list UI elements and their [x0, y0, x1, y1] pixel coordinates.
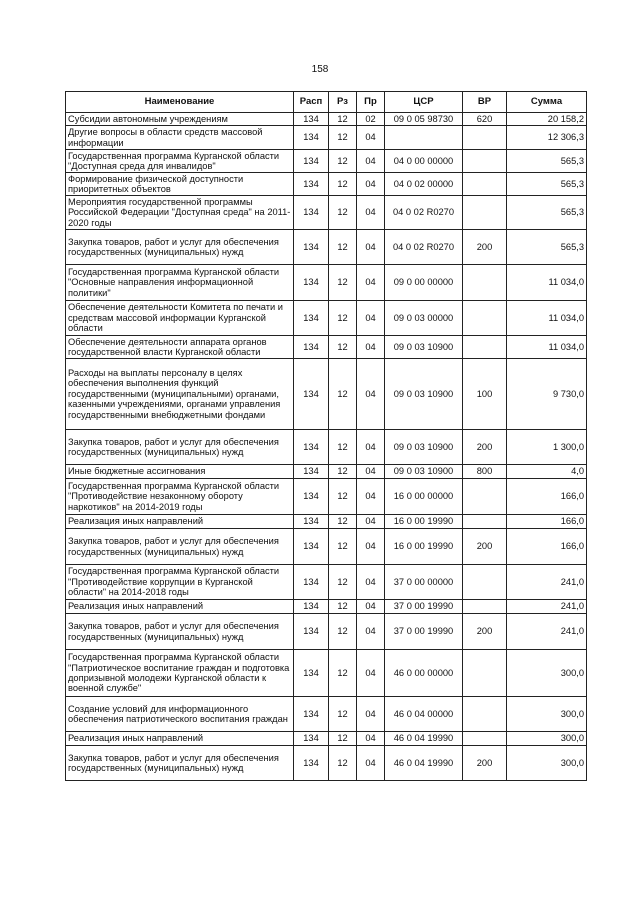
cell-sum: 20 158,2 [507, 113, 587, 126]
cell-sum: 241,0 [507, 565, 587, 600]
cell-csr: 09 0 03 00000 [385, 301, 463, 336]
cell-rasp: 134 [294, 113, 329, 126]
cell-rasp: 134 [294, 359, 329, 430]
cell-csr: 09 0 05 98730 [385, 113, 463, 126]
table-row [66, 529, 587, 565]
cell-rz: 12 [329, 173, 357, 196]
cell-rasp: 134 [294, 515, 329, 529]
cell-csr: 09 0 03 10900 [385, 336, 463, 359]
cell-sum: 12 306,3 [507, 126, 587, 150]
cell-sum: 565,3 [507, 230, 587, 265]
header-sum: Сумма [507, 92, 587, 113]
header-rz: Рз [329, 92, 357, 113]
table-row [66, 732, 587, 746]
table-row [66, 359, 587, 430]
cell-csr: 37 0 00 19990 [385, 614, 463, 650]
cell-vr [463, 173, 507, 196]
table-row [66, 600, 587, 614]
cell-csr: 16 0 00 19990 [385, 529, 463, 565]
cell-pr: 04 [357, 196, 385, 230]
cell-csr: 09 0 03 10900 [385, 465, 463, 479]
cell-rz: 12 [329, 150, 357, 173]
cell-rasp: 134 [294, 746, 329, 781]
header-pr: Пр [357, 92, 385, 113]
cell-vr: 200 [463, 529, 507, 565]
cell-name: Расходы на выплаты персоналу в целях обеспечения выполнения функций государственными (муниципальными) органами, казенными учреждениями, органами управления государственными внебюджетными фондами [66, 359, 294, 430]
cell-pr: 04 [357, 650, 385, 697]
table-row [66, 301, 587, 336]
cell-name: Закупка товаров, работ и услуг для обеспечения государственных (муниципальных) нужд [66, 230, 294, 265]
cell-name: Государственная программа Курганской области "Патриотическое воспитание граждан и подготовка допризывной молодежи Курганской области к военной службе" [66, 650, 294, 697]
cell-rz: 12 [329, 529, 357, 565]
cell-csr: 04 0 02 R0270 [385, 196, 463, 230]
cell-sum: 565,3 [507, 196, 587, 230]
cell-csr: 37 0 00 00000 [385, 565, 463, 600]
cell-pr: 04 [357, 565, 385, 600]
cell-vr [463, 697, 507, 732]
cell-rz: 12 [329, 196, 357, 230]
cell-sum: 565,3 [507, 150, 587, 173]
cell-rasp: 134 [294, 196, 329, 230]
cell-rasp: 134 [294, 150, 329, 173]
cell-csr: 04 0 02 R0270 [385, 230, 463, 265]
cell-rz: 12 [329, 230, 357, 265]
cell-sum: 241,0 [507, 614, 587, 650]
cell-rz: 12 [329, 301, 357, 336]
table-row [66, 430, 587, 465]
cell-csr: 46 0 04 19990 [385, 732, 463, 746]
cell-rz: 12 [329, 113, 357, 126]
cell-rasp: 134 [294, 600, 329, 614]
table-header-row [66, 92, 587, 113]
cell-rasp: 134 [294, 529, 329, 565]
cell-csr: 16 0 00 19990 [385, 515, 463, 529]
table-row [66, 650, 587, 697]
table-row [66, 230, 587, 265]
cell-pr: 04 [357, 746, 385, 781]
cell-rasp: 134 [294, 336, 329, 359]
cell-rasp: 134 [294, 614, 329, 650]
cell-sum: 1 300,0 [507, 430, 587, 465]
budget-table [65, 91, 587, 781]
cell-rz: 12 [329, 359, 357, 430]
cell-pr: 04 [357, 614, 385, 650]
cell-rasp: 134 [294, 126, 329, 150]
cell-name: Реализация иных направлений [66, 732, 294, 746]
table-row [66, 614, 587, 650]
cell-pr: 04 [357, 479, 385, 515]
cell-csr: 46 0 04 00000 [385, 697, 463, 732]
cell-csr: 16 0 00 00000 [385, 479, 463, 515]
cell-sum: 300,0 [507, 732, 587, 746]
table-row [66, 113, 587, 126]
cell-name: Государственная программа Курганской области "Доступная среда для инвалидов" [66, 150, 294, 173]
table-row [66, 515, 587, 529]
cell-pr: 04 [357, 529, 385, 565]
cell-csr: 09 0 00 00000 [385, 265, 463, 301]
cell-pr: 02 [357, 113, 385, 126]
cell-rz: 12 [329, 336, 357, 359]
header-rasp: Расп [294, 92, 329, 113]
table-row [66, 565, 587, 600]
cell-pr: 04 [357, 336, 385, 359]
header-name: Наименование [66, 92, 294, 113]
cell-vr [463, 265, 507, 301]
cell-pr: 04 [357, 150, 385, 173]
cell-sum: 565,3 [507, 173, 587, 196]
cell-name: Государственная программа Курганской области "Противодействие коррупции в Курганской области" на 2014-2018 годы [66, 565, 294, 600]
cell-rasp: 134 [294, 301, 329, 336]
cell-pr: 04 [357, 359, 385, 430]
cell-sum: 300,0 [507, 746, 587, 781]
cell-rasp: 134 [294, 732, 329, 746]
cell-rz: 12 [329, 465, 357, 479]
cell-name: Закупка товаров, работ и услуг для обеспечения государственных (муниципальных) нужд [66, 529, 294, 565]
cell-csr: 04 0 02 00000 [385, 173, 463, 196]
cell-rz: 12 [329, 614, 357, 650]
cell-rz: 12 [329, 697, 357, 732]
cell-name: Обеспечение деятельности Комитета по печати и средствам массовой информации Курганской области [66, 301, 294, 336]
cell-sum: 9 730,0 [507, 359, 587, 430]
cell-rz: 12 [329, 565, 357, 600]
cell-name: Государственная программа Курганской области "Основные направления информационной политики" [66, 265, 294, 301]
table-row [66, 697, 587, 732]
cell-rasp: 134 [294, 430, 329, 465]
cell-vr [463, 565, 507, 600]
table-row [66, 479, 587, 515]
cell-rz: 12 [329, 732, 357, 746]
cell-rasp: 134 [294, 265, 329, 301]
cell-pr: 04 [357, 301, 385, 336]
cell-name: Государственная программа Курганской области "Противодействие незаконному обороту наркотиков" на 2014-2019 годы [66, 479, 294, 515]
cell-vr: 620 [463, 113, 507, 126]
cell-name: Другие вопросы в области средств массовой информации [66, 126, 294, 150]
cell-name: Субсидии автономным учреждениям [66, 113, 294, 126]
cell-name: Реализация иных направлений [66, 600, 294, 614]
cell-sum: 300,0 [507, 650, 587, 697]
cell-rasp: 134 [294, 650, 329, 697]
cell-pr: 04 [357, 126, 385, 150]
cell-rasp: 134 [294, 565, 329, 600]
cell-rz: 12 [329, 479, 357, 515]
table-row [66, 265, 587, 301]
cell-csr: 46 0 04 19990 [385, 746, 463, 781]
page-number: 158 [311, 64, 329, 75]
cell-csr: 09 0 03 10900 [385, 430, 463, 465]
cell-csr [385, 126, 463, 150]
cell-sum: 166,0 [507, 515, 587, 529]
cell-rz: 12 [329, 430, 357, 465]
header-vr: ВР [463, 92, 507, 113]
cell-vr [463, 150, 507, 173]
cell-sum: 300,0 [507, 697, 587, 732]
cell-vr: 100 [463, 359, 507, 430]
cell-name: Закупка товаров, работ и услуг для обеспечения государственных (муниципальных) нужд [66, 430, 294, 465]
table-row [66, 465, 587, 479]
cell-pr: 04 [357, 697, 385, 732]
cell-sum: 11 034,0 [507, 265, 587, 301]
cell-name: Формирование физической доступности приоритетных объектов [66, 173, 294, 196]
cell-pr: 04 [357, 265, 385, 301]
cell-rasp: 134 [294, 465, 329, 479]
cell-name: Реализация иных направлений [66, 515, 294, 529]
cell-sum: 4,0 [507, 465, 587, 479]
cell-vr: 800 [463, 465, 507, 479]
cell-sum: 241,0 [507, 600, 587, 614]
cell-vr [463, 479, 507, 515]
cell-rasp: 134 [294, 230, 329, 265]
header-csr: ЦСР [385, 92, 463, 113]
cell-vr: 200 [463, 230, 507, 265]
table-row [66, 746, 587, 781]
cell-sum: 166,0 [507, 529, 587, 565]
table-row [66, 173, 587, 196]
cell-name: Закупка товаров, работ и услуг для обеспечения государственных (муниципальных) нужд [66, 614, 294, 650]
cell-pr: 04 [357, 515, 385, 529]
cell-csr: 09 0 03 10900 [385, 359, 463, 430]
cell-vr [463, 301, 507, 336]
cell-vr [463, 196, 507, 230]
cell-rz: 12 [329, 515, 357, 529]
cell-name: Мероприятия государственной программы Российской Федерации "Доступная среда" на 2011-2020 годы [66, 196, 294, 230]
cell-csr: 04 0 00 00000 [385, 150, 463, 173]
cell-sum: 11 034,0 [507, 336, 587, 359]
cell-name: Обеспечение деятельности аппарата органов государственной власти Курганской области [66, 336, 294, 359]
table-row [66, 150, 587, 173]
cell-vr [463, 600, 507, 614]
cell-rasp: 134 [294, 479, 329, 515]
table-row [66, 336, 587, 359]
cell-csr: 37 0 00 19990 [385, 600, 463, 614]
cell-pr: 04 [357, 230, 385, 265]
cell-vr: 200 [463, 430, 507, 465]
cell-name: Создание условий для информационного обеспечения патриотического воспитания граждан [66, 697, 294, 732]
cell-csr: 46 0 00 00000 [385, 650, 463, 697]
cell-pr: 04 [357, 600, 385, 614]
table-row [66, 196, 587, 230]
cell-rasp: 134 [294, 697, 329, 732]
cell-vr [463, 336, 507, 359]
cell-rz: 12 [329, 600, 357, 614]
cell-vr [463, 515, 507, 529]
cell-pr: 04 [357, 430, 385, 465]
cell-sum: 11 034,0 [507, 301, 587, 336]
cell-name: Закупка товаров, работ и услуг для обеспечения государственных (муниципальных) нужд [66, 746, 294, 781]
cell-rz: 12 [329, 265, 357, 301]
cell-pr: 04 [357, 465, 385, 479]
cell-name: Иные бюджетные ассигнования [66, 465, 294, 479]
cell-rz: 12 [329, 650, 357, 697]
cell-vr [463, 732, 507, 746]
cell-rasp: 134 [294, 173, 329, 196]
cell-pr: 04 [357, 173, 385, 196]
cell-rz: 12 [329, 746, 357, 781]
cell-rz: 12 [329, 126, 357, 150]
cell-vr [463, 650, 507, 697]
cell-vr [463, 126, 507, 150]
table-row [66, 126, 587, 150]
cell-vr: 200 [463, 746, 507, 781]
cell-vr: 200 [463, 614, 507, 650]
cell-sum: 166,0 [507, 479, 587, 515]
cell-pr: 04 [357, 732, 385, 746]
